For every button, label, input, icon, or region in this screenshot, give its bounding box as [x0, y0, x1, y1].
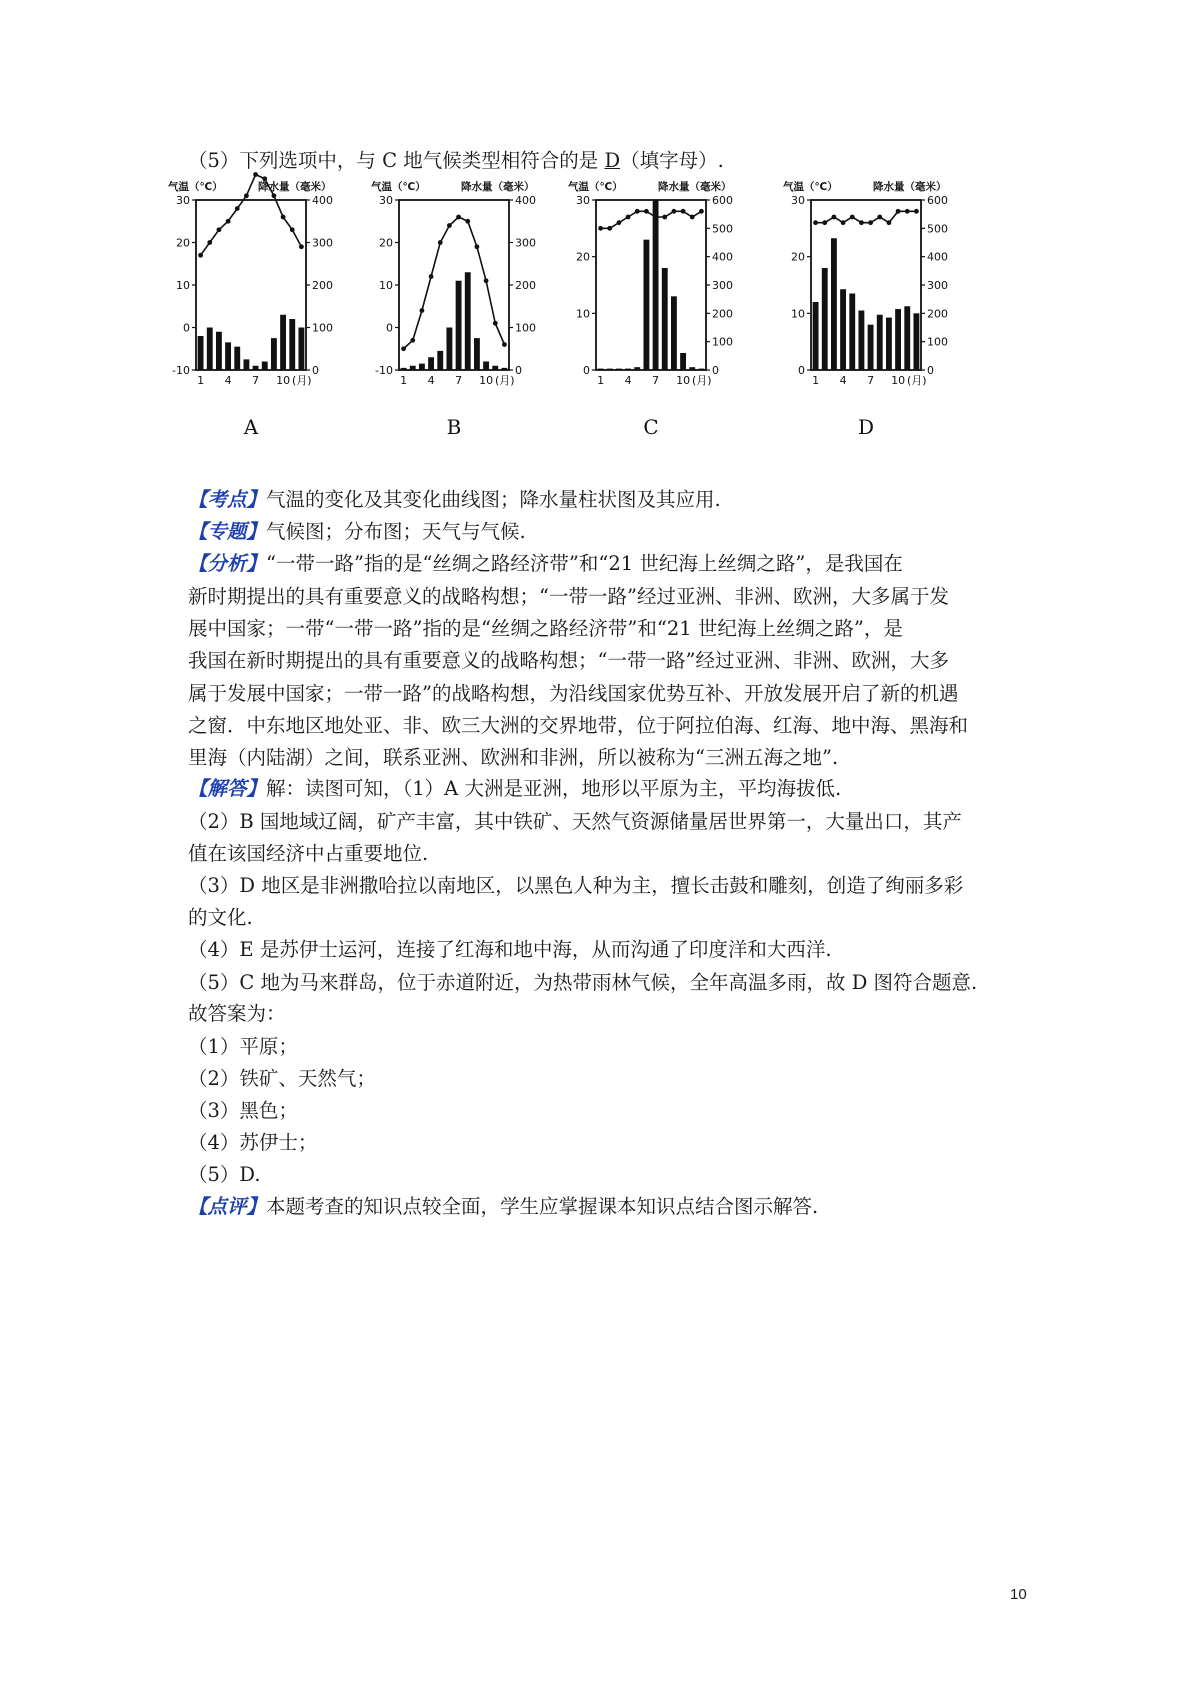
temp-tick-label: 30	[379, 194, 393, 207]
precip-bar	[913, 313, 919, 370]
month-tick-label: 7	[455, 374, 463, 387]
precip-tick-label: 0	[312, 364, 319, 377]
month-tick-label: 7	[867, 374, 875, 387]
kaodian-text: 气温的变化及其变化曲线图；降水量柱状图及其应用.	[266, 488, 721, 511]
precip-tick-label: 300	[927, 279, 948, 292]
temp-point	[699, 209, 704, 214]
jieda-tag: 【解答】	[188, 777, 267, 800]
jieda-first: 解：读图可知，（1）A 大洲是亚洲，地形以平原为主，平均海拔低.	[266, 777, 842, 800]
precip-bar	[904, 306, 910, 370]
temp-point	[877, 215, 882, 220]
precip-tick-label: 0	[712, 364, 719, 377]
temp-point	[410, 338, 415, 343]
temp-point	[401, 346, 406, 351]
zhuanti-line	[188, 519, 1038, 545]
precip-bar	[868, 325, 874, 370]
precip-tick-label: 300	[312, 236, 333, 250]
temp-point	[502, 342, 507, 347]
precip-bar	[501, 368, 507, 370]
question-5-suffix: （填字母）.	[620, 149, 724, 172]
temp-tick-label: 20	[576, 250, 590, 264]
precip-bar	[625, 369, 631, 370]
precip-bar	[698, 369, 704, 370]
precip-bar	[840, 289, 846, 370]
temp-tick-label: 10	[576, 307, 590, 321]
temp-point	[456, 215, 461, 220]
fenxi-line-6: 里海（内陆湖）之间，联系亚洲、欧洲和非洲，所以被称为“三洲五海之地”.	[188, 746, 839, 769]
temp-point	[447, 223, 452, 228]
precip-bar	[680, 353, 686, 370]
precip-axis-title: 降水量（毫米）	[461, 181, 535, 193]
temp-point	[841, 220, 846, 225]
dianping-line	[188, 1194, 1038, 1220]
temp-point	[244, 193, 249, 198]
zhuanti-tag: 【专题】	[188, 520, 267, 543]
temp-point	[226, 219, 231, 224]
temp-point	[813, 220, 818, 225]
precip-tick-label: 500	[712, 222, 733, 236]
precip-bar	[616, 369, 622, 370]
month-tick-label: 10	[276, 374, 291, 387]
temp-point	[198, 253, 203, 258]
precip-bar	[410, 366, 416, 370]
temp-point	[850, 215, 855, 220]
precip-tick-label: 100	[312, 321, 333, 335]
temp-axis-title: 气温（℃）	[371, 181, 426, 193]
temp-tick-label: -10	[375, 364, 393, 377]
fenxi-first: “一带一路”指的是“丝绸之路经济带”和“21 世纪海上丝绸之路”，是我国在	[266, 552, 903, 575]
temp-point	[653, 215, 658, 220]
precip-bar	[401, 368, 407, 370]
precip-bar	[198, 336, 204, 370]
jieda-line-2: 值在该国经济中占重要地位.	[188, 842, 429, 865]
month-tick-label: 1	[812, 374, 820, 387]
climate-chart-svg	[168, 182, 378, 462]
precip-bar	[225, 342, 231, 370]
month-tick-label: 10	[479, 374, 494, 387]
temp-line	[601, 211, 702, 228]
temp-point	[681, 209, 686, 214]
jieda-line-6: （5）C 地为马来群岛，位于赤道附近，为热带雨林气候，全年高温多雨，故 D 图符合题意.	[188, 971, 978, 994]
precip-bar	[419, 364, 425, 370]
precip-bar	[813, 302, 819, 370]
temp-point	[429, 274, 434, 279]
temp-point	[420, 308, 425, 313]
kaodian-line	[188, 487, 1038, 513]
precip-bar	[607, 369, 613, 370]
temp-point	[672, 209, 677, 214]
temp-tick-label: 10	[379, 279, 393, 292]
temp-point	[607, 226, 612, 231]
temp-point	[484, 278, 489, 283]
temp-point	[272, 193, 277, 198]
precip-bar	[298, 328, 304, 371]
precip-bar	[289, 319, 295, 370]
fenxi-line-2: 展中国家；一带“一带一路”指的是“丝绸之路经济带”和“21 世纪海上丝绸之路”，是	[188, 617, 903, 640]
temp-point	[299, 244, 304, 249]
temp-tick-label: 20	[176, 236, 190, 250]
temp-tick-label: 0	[386, 321, 393, 335]
precip-bar	[895, 309, 901, 370]
temp-axis-title: 气温（℃）	[568, 181, 623, 193]
precip-tick-label: 400	[515, 194, 536, 207]
precip-bar	[262, 362, 268, 371]
temp-point	[905, 209, 910, 214]
temp-point	[262, 176, 267, 181]
chart-letter: B	[446, 415, 462, 439]
precip-bar	[446, 328, 452, 371]
chart-letter: A	[243, 415, 259, 439]
temp-point	[217, 227, 222, 232]
fenxi-line-3: 我国在新时期提出的具有重要意义的战略构想；“一带一路”经过亚洲、非洲、欧洲，大多	[188, 649, 949, 672]
month-tick-label: 7	[652, 374, 660, 387]
month-tick-label: 10	[676, 374, 691, 387]
precip-bar	[428, 357, 434, 370]
precip-bar	[634, 367, 640, 370]
jieda-line-10: （3）黑色；	[188, 1099, 298, 1122]
climate-chart-a	[168, 182, 378, 462]
jieda-line-4: 的文化.	[188, 906, 253, 929]
fenxi-line-1: 新时期提出的具有重要意义的战略构想；“一带一路”经过亚洲、非洲、欧洲，大多属于发	[188, 585, 949, 608]
temp-tick-label: 0	[583, 364, 590, 377]
fenxi-tag: 【分析】	[188, 552, 267, 575]
page-number: 10	[1010, 1586, 1027, 1603]
temp-tick-label: -10	[172, 364, 190, 377]
precip-bar	[886, 318, 892, 370]
temp-point	[290, 227, 295, 232]
climate-chart-svg	[568, 182, 778, 462]
precip-bar	[671, 296, 677, 370]
climate-charts	[168, 182, 1068, 462]
precip-bar	[858, 311, 864, 371]
precip-tick-label: 600	[712, 194, 733, 207]
temp-line	[816, 211, 917, 222]
precip-bar	[831, 238, 837, 370]
temp-point	[253, 172, 258, 177]
precip-tick-label: 200	[515, 279, 536, 292]
temp-point	[465, 219, 470, 224]
climate-chart-svg	[783, 182, 993, 462]
temp-point	[868, 220, 873, 225]
question-5-answer: D	[604, 149, 621, 172]
temp-tick-label: 20	[379, 236, 393, 250]
temp-point	[644, 209, 649, 214]
precip-axis-title: 降水量（毫米）	[873, 181, 947, 193]
precip-tick-label: 400	[712, 250, 733, 264]
month-axis-label: (月)	[292, 374, 312, 387]
precip-bar	[662, 268, 668, 370]
temp-point	[887, 220, 892, 225]
jieda-line-12: （5）D.	[188, 1163, 261, 1186]
temp-tick-label: 10	[791, 307, 805, 321]
month-tick-label: 4	[224, 374, 232, 387]
precip-bar	[216, 332, 222, 370]
precip-bar	[234, 347, 240, 370]
climate-chart-svg	[371, 182, 581, 462]
temp-point	[207, 240, 212, 245]
temp-tick-label: 30	[576, 194, 590, 207]
plot-frame	[596, 200, 706, 370]
precip-bar	[653, 200, 659, 370]
precip-tick-label: 0	[927, 364, 934, 377]
precip-tick-label: 300	[712, 279, 733, 292]
month-tick-label: 4	[427, 374, 435, 387]
temp-point	[662, 215, 667, 220]
temp-point	[914, 209, 919, 214]
temp-point	[690, 215, 695, 220]
temp-point	[635, 209, 640, 214]
temp-point	[832, 215, 837, 220]
dianping-tag: 【点评】	[188, 1195, 267, 1218]
jieda-line-5: （4）E 是苏伊士运河，连接了红海和地中海，从而沟通了印度洋和大西洋.	[188, 938, 832, 961]
jieda-line-1: （2）B 国地域辽阔，矿产丰富，其中铁矿、天然气资源储量居世界第一，大量出口，其产	[188, 810, 962, 833]
precip-bar	[689, 367, 695, 370]
temp-tick-label: 0	[183, 321, 190, 335]
temp-tick-label: 0	[798, 364, 805, 377]
precip-bar	[465, 272, 471, 370]
question-5	[188, 148, 1038, 174]
temp-point	[896, 209, 901, 214]
temp-tick-label: 30	[791, 194, 805, 207]
precip-bar	[822, 268, 828, 370]
temp-axis-title: 气温（℃）	[783, 181, 838, 193]
month-tick-label: 1	[400, 374, 408, 387]
temp-tick-label: 20	[791, 250, 805, 264]
fenxi-line-4: 属于发展中国家；一带一路”的战略构想，为沿线国家优势互补、开放发展开启了新的机遇	[188, 682, 959, 705]
month-tick-label: 4	[624, 374, 632, 387]
precip-bar	[483, 362, 489, 371]
month-tick-label: 4	[839, 374, 847, 387]
precip-tick-label: 400	[927, 250, 948, 264]
precip-bar	[207, 328, 213, 371]
precip-bar	[474, 338, 480, 370]
precip-bar	[280, 315, 286, 370]
precip-bar	[271, 338, 277, 370]
precip-bar	[849, 294, 855, 371]
precip-axis-title: 降水量（毫米）	[658, 181, 732, 193]
climate-chart-b	[371, 182, 581, 462]
month-tick-label: 10	[891, 374, 906, 387]
chart-letter: C	[643, 415, 659, 439]
precip-bar	[492, 366, 498, 370]
precip-tick-label: 500	[927, 222, 948, 236]
temp-point	[493, 321, 498, 326]
plot-frame	[399, 200, 509, 370]
precip-tick-label: 400	[312, 194, 333, 207]
climate-chart-c	[568, 182, 778, 462]
precip-tick-label: 100	[515, 321, 536, 335]
month-axis-label: (月)	[692, 374, 712, 387]
chart-letter: D	[857, 415, 875, 439]
precip-tick-label: 300	[515, 236, 536, 250]
temp-point	[438, 240, 443, 245]
temp-point	[235, 206, 240, 211]
dianping-text: 本题考查的知识点较全面，学生应掌握课本知识点结合图示解答.	[266, 1195, 819, 1218]
climate-chart-d	[783, 182, 993, 462]
month-tick-label: 1	[197, 374, 205, 387]
month-tick-label: 1	[597, 374, 605, 387]
question-5-prefix: （5）下列选项中，与 C 地气候类型相符合的是	[188, 149, 605, 172]
precip-tick-label: 0	[515, 364, 522, 377]
fenxi-line	[188, 551, 1038, 577]
month-axis-label: (月)	[907, 374, 927, 387]
precip-axis-title: 降水量（毫米）	[258, 181, 332, 193]
precip-bar	[877, 315, 883, 370]
precip-tick-label: 200	[712, 307, 733, 321]
temp-point	[859, 220, 864, 225]
kaodian-tag: 【考点】	[188, 488, 267, 511]
precip-tick-label: 100	[927, 335, 948, 349]
temp-point	[626, 215, 631, 220]
jieda-line	[188, 776, 1038, 802]
jieda-line-11: （4）苏伊士；	[188, 1131, 318, 1154]
precip-tick-label: 200	[927, 307, 948, 321]
jieda-line-7: 故答案为：	[188, 1002, 286, 1025]
temp-line	[404, 217, 505, 349]
temp-point	[475, 244, 480, 249]
precip-tick-label: 600	[927, 194, 948, 207]
jieda-line-9: （2）铁矿、天然气；	[188, 1067, 376, 1090]
jieda-line-3: （3）D 地区是非洲撒哈拉以南地区，以黑色人种为主，擅长击鼓和雕刻，创造了绚丽多彩	[188, 874, 964, 897]
month-tick-label: 7	[252, 374, 260, 387]
temp-point	[617, 220, 622, 225]
precip-bar	[643, 240, 649, 370]
precip-bar	[598, 369, 604, 370]
temp-tick-label: 10	[176, 279, 190, 292]
precip-bar	[437, 351, 443, 370]
temp-axis-title: 气温（℃）	[168, 181, 223, 193]
zhuanti-text: 气候图；分布图；天气与气候.	[266, 520, 526, 543]
precip-tick-label: 100	[712, 335, 733, 349]
fenxi-line-5: 之窗．中东地区地处亚、非、欧三大洲的交界地带，位于阿拉伯海、红海、地中海、黑海和	[188, 714, 969, 737]
temp-point	[281, 215, 286, 220]
temp-point	[598, 226, 603, 231]
precip-bar	[253, 366, 259, 370]
temp-tick-label: 30	[176, 194, 190, 207]
precip-tick-label: 200	[312, 279, 333, 292]
precip-bar	[456, 281, 462, 370]
precip-bar	[243, 359, 249, 370]
temp-point	[822, 220, 827, 225]
jieda-line-8: （1）平原；	[188, 1035, 298, 1058]
month-axis-label: (月)	[495, 374, 515, 387]
